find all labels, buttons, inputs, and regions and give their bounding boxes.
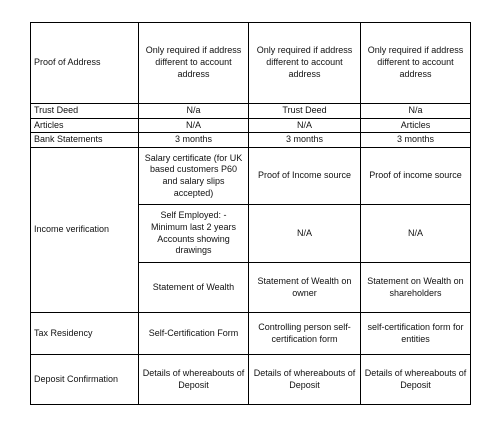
table-cell: Salary certificate (for UK based customers P60 and salary slips accepted) (139, 148, 249, 205)
table-row (31, 148, 471, 205)
table-row (31, 355, 471, 405)
table-cell: N/A (249, 205, 361, 263)
table-row (31, 118, 471, 133)
table-cell: Only required if address different to account address (361, 23, 471, 104)
table-cell: Details of whereabouts of Deposit (139, 355, 249, 405)
table-row (31, 313, 471, 355)
table-cell: Trust Deed (249, 104, 361, 119)
table-cell: Only required if address different to account address (249, 23, 361, 104)
table-cell: N/A (249, 118, 361, 133)
table-cell: Proof of Income source (249, 148, 361, 205)
table-cell: Statement of Wealth on owner (249, 263, 361, 313)
row-label: Deposit Confirmation (31, 355, 139, 405)
table-row (31, 23, 471, 104)
table-cell: Statement of Wealth (139, 263, 249, 313)
table-cell: Self-Certification Form (139, 313, 249, 355)
table-row (31, 104, 471, 119)
row-label: Income verification (31, 148, 139, 313)
table-cell: Articles (361, 118, 471, 133)
table-cell: Details of whereabouts of Deposit (361, 355, 471, 405)
table-cell: Proof of income source (361, 148, 471, 205)
table-cell: Self Employed: - Minimum last 2 years Accounts showing drawings (139, 205, 249, 263)
row-label: Tax Residency (31, 313, 139, 355)
table-cell: N/A (139, 118, 249, 133)
table-cell: N/a (361, 104, 471, 119)
table-cell: N/A (361, 205, 471, 263)
row-label: Proof of Address (31, 23, 139, 104)
row-label: Trust Deed (31, 104, 139, 119)
table-cell: Controlling person self-certification form (249, 313, 361, 355)
requirements-table (30, 22, 471, 405)
table-cell: 3 months (361, 133, 471, 148)
table-cell: N/a (139, 104, 249, 119)
table-cell: Only required if address different to account address (139, 23, 249, 104)
table-cell: 3 months (249, 133, 361, 148)
table-row (31, 133, 471, 148)
row-label: Articles (31, 118, 139, 133)
table-cell: Details of whereabouts of Deposit (249, 355, 361, 405)
table-cell: 3 months (139, 133, 249, 148)
table-cell: self-certification form for entities (361, 313, 471, 355)
table-cell: Statement on Wealth on shareholders (361, 263, 471, 313)
row-label: Bank Statements (31, 133, 139, 148)
